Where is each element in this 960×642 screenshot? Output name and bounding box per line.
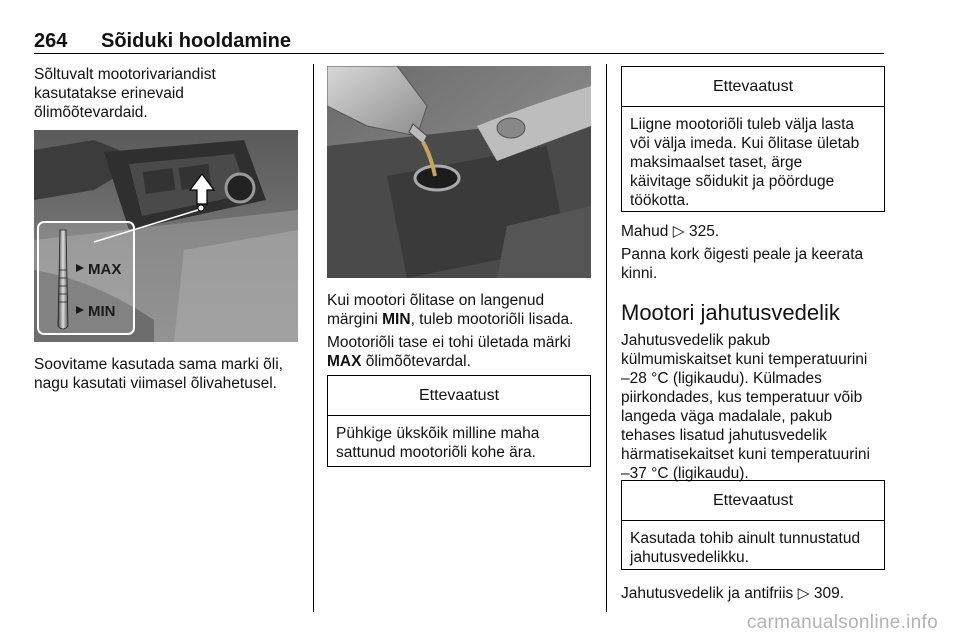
engine-bay-illustration bbox=[34, 130, 298, 342]
max-level-paragraph: Mootoriõli tase ei tohi ületada märki MAX õlimõõtevardal. bbox=[327, 334, 571, 370]
capacities-reference: Mahud ▷ 325. bbox=[621, 223, 720, 240]
caution-title: Ettevaatust bbox=[622, 481, 884, 521]
capacities-page-link[interactable]: 325. bbox=[688, 223, 720, 240]
section-heading-coolant: Mootori jahutusvedelik bbox=[621, 300, 840, 325]
coolant-paragraph: Jahutusvedelik pakub külmumiskaitset kuni temperatuurini –28 °C (ligikaudu). Külmades piirkondades, kus temperatuur võib langeda väga madalale, pakub tehases lisatud jahutusvedelik härmatisekaitset kuni temperatuurini –37 °C (ligikaudu). bbox=[621, 332, 870, 482]
caution-title: Ettevaatust bbox=[328, 376, 590, 416]
watermark: carmanualsonline.info bbox=[746, 612, 938, 633]
page-reference-icon: ▷ bbox=[797, 585, 810, 602]
page-reference-icon: ▷ bbox=[672, 223, 685, 240]
intro-paragraph: Sõltuvalt mootorivariandist kasutatakse erinevaid õlimõõtevardaid. bbox=[34, 66, 216, 121]
header-rule bbox=[34, 53, 884, 54]
antifreeze-reference: Jahutusvedelik ja antifriis ▷ 309. bbox=[621, 585, 845, 602]
dipstick-engine-photo bbox=[34, 130, 298, 342]
page-title: Sõiduki hooldamine bbox=[101, 30, 292, 52]
dipstick-max-label: MAX bbox=[88, 261, 122, 278]
dipstick-min-label: MIN bbox=[88, 303, 116, 320]
caution-title: Ettevaatust bbox=[622, 67, 884, 107]
cap-close-paragraph: Panna kork õigesti peale ja keerata kinni. bbox=[621, 246, 864, 282]
column-divider-right bbox=[606, 64, 607, 612]
caution-text: Pühkige ükskõik milline maha sattunud mootoriõli kohe ära. bbox=[336, 425, 540, 461]
column-divider-left bbox=[313, 64, 314, 612]
page-number: 264 bbox=[34, 30, 68, 52]
caution-box-oil-spill bbox=[327, 375, 591, 467]
min-level-paragraph: Kui mootori õlitase on langenud märgini MIN, tuleb mootoriõli lisada. bbox=[327, 292, 574, 328]
caution-box-excess-oil bbox=[621, 66, 885, 212]
caution-text: Kasutada tohib ainult tunnustatud jahutusvedelikku. bbox=[630, 530, 861, 566]
caution-box-coolant bbox=[621, 480, 885, 570]
oil-filling-photo bbox=[327, 66, 591, 278]
antifreeze-page-link[interactable]: 309. bbox=[813, 585, 845, 602]
oil-filling-illustration bbox=[327, 66, 591, 278]
caution-text: Liigne mootoriõli tuleb välja lasta või välja imeda. Kui õlitase ületab maksimaalset taset, ärge käivitage sõidukit ja pöörduge töökotta. bbox=[630, 116, 860, 209]
recommend-paragraph: Soovitame kasutada sama marki õli, nagu kasutati viimasel õlivahetusel. bbox=[34, 356, 283, 392]
